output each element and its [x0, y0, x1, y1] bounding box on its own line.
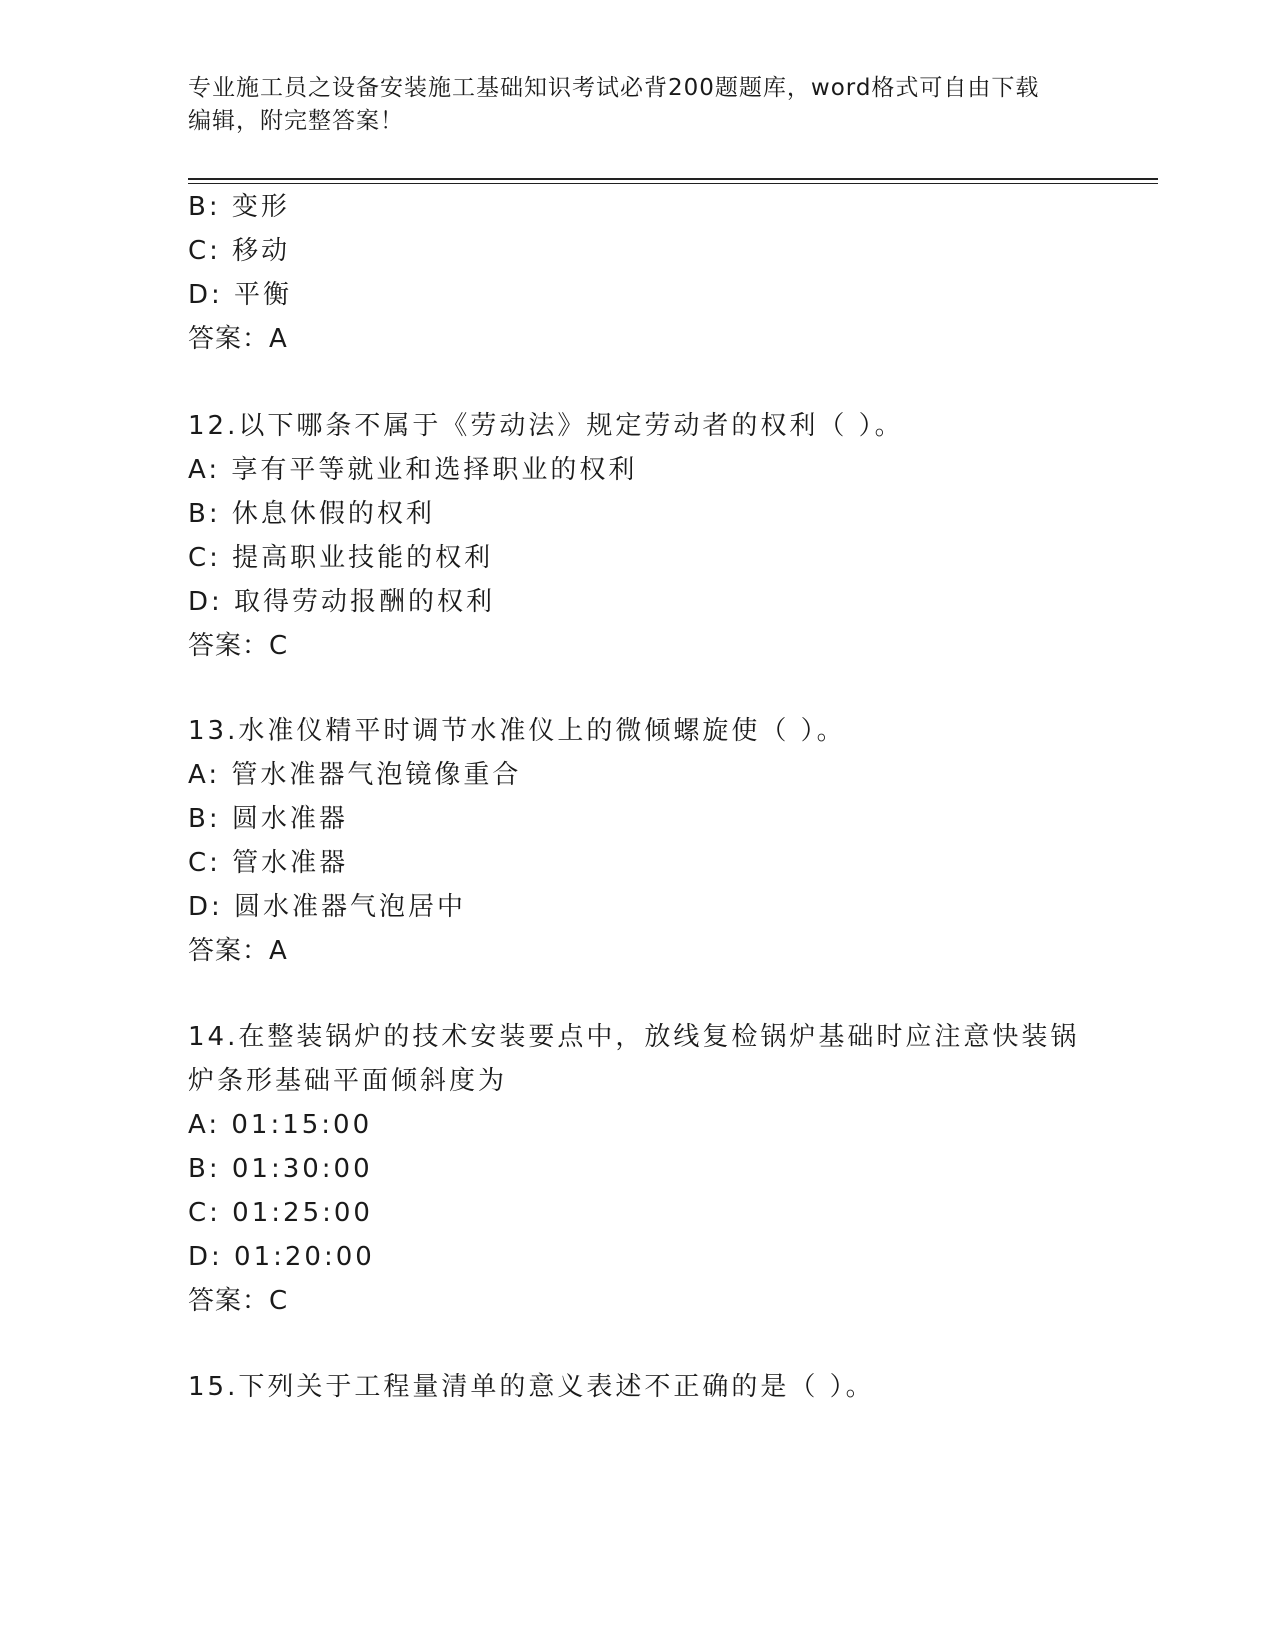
q13-option-a: A: 管水准器气泡镜像重合 [188, 760, 522, 790]
document-title [188, 72, 1088, 138]
q13-question: 13.水准仪精平时调节水准仪上的微倾螺旋使（ ）。 [188, 716, 846, 746]
q14-option-c: C: 01:25:00 [188, 1198, 373, 1228]
q11-option-b: B: 变形 [188, 192, 290, 222]
title-line-2: 编辑，附完整答案！ [188, 108, 404, 134]
q14-question-line-1: 14.在整装锅炉的技术安装要点中，放线复检锅炉基础时应注意快装锅 [188, 1022, 1080, 1052]
q12-option-c: C: 提高职业技能的权利 [188, 543, 494, 573]
q12-option-a: A: 享有平等就业和选择职业的权利 [188, 455, 638, 485]
q15-question: 15.下列关于工程量清单的意义表述不正确的是（ ）。 [188, 1372, 875, 1402]
q13-option-b: B: 圆水准器 [188, 804, 348, 834]
q12-option-b: B: 休息休假的权利 [188, 499, 435, 529]
title-line-1: 专业施工员之设备安装施工基础知识考试必背200题题库，word格式可自由下载 [188, 75, 1040, 101]
q14-option-b: B: 01:30:00 [188, 1154, 373, 1184]
q14-option-d: D: 01:20:00 [188, 1242, 375, 1272]
q13-answer: 答案：A [188, 936, 288, 966]
q14-question-line-2: 炉条形基础平面倾斜度为 [188, 1066, 508, 1096]
q11-answer: 答案：A [188, 324, 288, 354]
header-rule-thick [188, 178, 1158, 180]
q12-answer: 答案：C [188, 631, 289, 661]
q12-option-d: D: 取得劳动报酬的权利 [188, 587, 496, 617]
q12-question: 12.以下哪条不属于《劳动法》规定劳动者的权利（ ）。 [188, 411, 904, 441]
q13-option-c: C: 管水准器 [188, 848, 349, 878]
q13-option-d: D: 圆水准器气泡居中 [188, 892, 467, 922]
q11-option-d: D: 平衡 [188, 280, 293, 310]
q11-option-c: C: 移动 [188, 236, 291, 266]
header-rule-thin [188, 183, 1158, 184]
q14-answer: 答案：C [188, 1286, 289, 1316]
q14-option-a: A: 01:15:00 [188, 1110, 373, 1140]
